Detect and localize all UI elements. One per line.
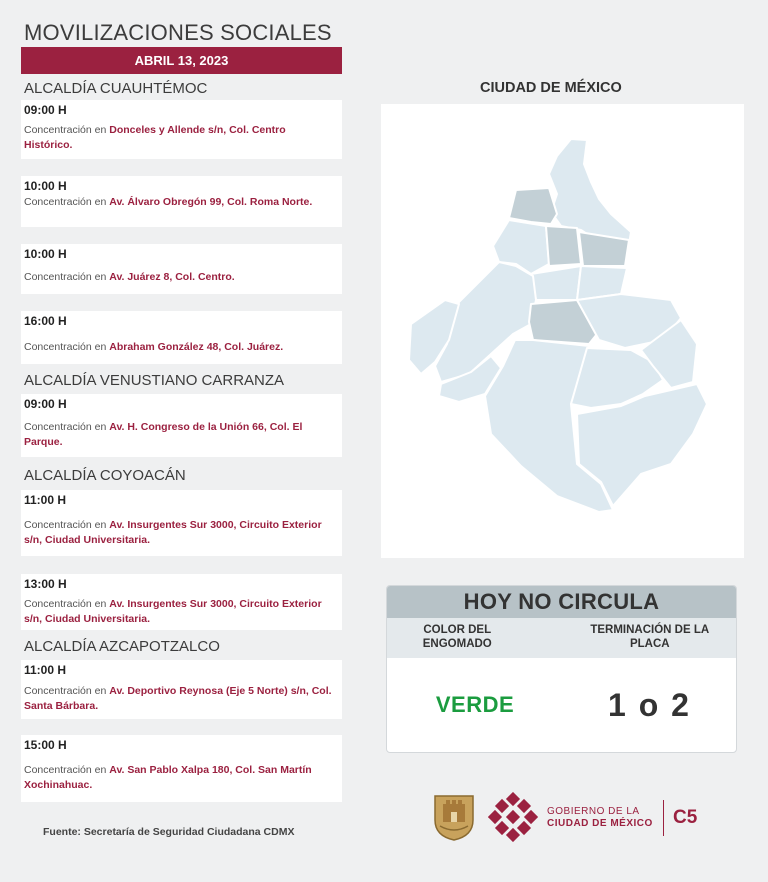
event-connector: en — [94, 421, 107, 433]
event-description — [24, 340, 336, 355]
borough-azcapotzalco — [509, 188, 557, 224]
event-type: Concentración — [24, 519, 92, 531]
event-connector: en — [94, 271, 107, 283]
event-description — [24, 270, 336, 285]
coat-of-arms-icon — [432, 792, 476, 842]
hnc-labels — [387, 618, 736, 658]
event-type: Concentración — [24, 271, 92, 283]
event-card — [21, 244, 342, 294]
borough-heading: ALCALDÍA COYOACÁN — [24, 467, 186, 484]
cdmx-logo-icon — [488, 792, 538, 842]
event-place: Av. H. Congreso de la Unión 66, Col. El Parque. — [24, 421, 303, 448]
event-description — [24, 195, 336, 210]
footer-logos — [432, 792, 722, 844]
event-description — [24, 684, 336, 714]
event-card — [21, 660, 342, 719]
cdmx-map — [381, 104, 744, 558]
event-card — [21, 574, 342, 630]
event-time: 11:00 H — [24, 493, 67, 507]
event-connector: en — [94, 519, 107, 531]
event-card — [21, 311, 342, 364]
event-place: Av. Deportivo Reynosa (Eje 5 Norte) s/n, Col. Santa Bárbara. — [24, 685, 332, 712]
event-connector: en — [94, 124, 107, 136]
event-connector: en — [94, 196, 107, 208]
hnc-title: HOY NO CIRCULA — [387, 586, 736, 618]
event-card — [21, 490, 342, 556]
event-type: Concentración — [24, 764, 92, 776]
event-description — [24, 518, 336, 548]
event-type: Concentración — [24, 598, 92, 610]
event-description — [24, 597, 336, 627]
borough-cuauhtemoc — [546, 226, 581, 266]
event-card — [21, 394, 342, 457]
event-type: Concentración — [24, 124, 92, 136]
event-place: Donceles y Allende s/n, Col. Centro Histórico. — [24, 124, 286, 151]
event-time: 11:00 H — [24, 663, 67, 677]
hnc-plate-value: 1 o 2 — [608, 686, 691, 723]
page-title: MOVILIZACIONES SOCIALES — [24, 20, 332, 45]
event-type: Concentración — [24, 196, 92, 208]
event-connector: en — [94, 685, 107, 697]
source-note: Fuente: Secretaría de Seguridad Ciudadana CDMX — [43, 826, 295, 838]
event-connector: en — [94, 598, 107, 610]
event-time: 15:00 H — [24, 738, 67, 752]
event-place: Av. San Pablo Xalpa 180, Col. San Martín Xochinahuac. — [24, 764, 312, 791]
borough-benito-juarez — [531, 266, 581, 300]
logo-divider — [663, 800, 664, 836]
hnc-color-label: COLOR DEL ENGOMADO — [422, 624, 492, 650]
event-time: 09:00 H — [24, 103, 67, 117]
event-connector: en — [94, 764, 107, 776]
event-type: Concentración — [24, 421, 92, 433]
event-card — [21, 176, 342, 227]
event-time: 13:00 H — [24, 577, 67, 591]
hnc-plate-label: TERMINACIÓN DE LA PLACA — [590, 624, 710, 650]
event-card — [21, 100, 342, 159]
event-time: 16:00 H — [24, 314, 67, 328]
event-time: 10:00 H — [24, 179, 67, 193]
borough-heading: ALCALDÍA CUAUHTÉMOC — [24, 80, 208, 97]
c5-logo: C5 — [673, 807, 698, 828]
event-place: Av. Insurgentes Sur 3000, Circuito Exterior s/n, Ciudad Universitaria. — [24, 598, 322, 625]
event-place: Av. Juárez 8, Col. Centro. — [109, 271, 235, 283]
hoy-no-circula-panel — [386, 585, 737, 753]
event-description — [24, 123, 336, 153]
hnc-values — [387, 658, 736, 752]
borough-heading: ALCALDÍA AZCAPOTZALCO — [24, 638, 220, 655]
government-name — [547, 806, 653, 830]
gov-line-2: CIUDAD DE MÉXICO — [547, 818, 653, 829]
event-connector: en — [94, 341, 107, 353]
event-description — [24, 420, 336, 450]
borough-heading: ALCALDÍA VENUSTIANO CARRANZA — [24, 372, 285, 389]
date-banner: ABRIL 13, 2023 — [21, 47, 342, 74]
event-time: 09:00 H — [24, 397, 67, 411]
gov-line-1: GOBIERNO DE LA — [547, 806, 640, 817]
event-place: Av. Álvaro Obregón 99, Col. Roma Norte. — [109, 196, 313, 208]
event-place: Abraham González 48, Col. Juárez. — [109, 341, 284, 353]
event-description — [24, 763, 336, 793]
event-time: 10:00 H — [24, 247, 67, 261]
event-type: Concentración — [24, 685, 92, 697]
event-card — [21, 735, 342, 802]
event-place: Av. Insurgentes Sur 3000, Circuito Exterior s/n, Ciudad Universitaria. — [24, 519, 322, 546]
map-title: CIUDAD DE MÉXICO — [480, 80, 622, 96]
cdmx-map-svg — [381, 104, 744, 558]
hnc-color-value: VERDE — [435, 692, 515, 717]
event-type: Concentración — [24, 341, 92, 353]
